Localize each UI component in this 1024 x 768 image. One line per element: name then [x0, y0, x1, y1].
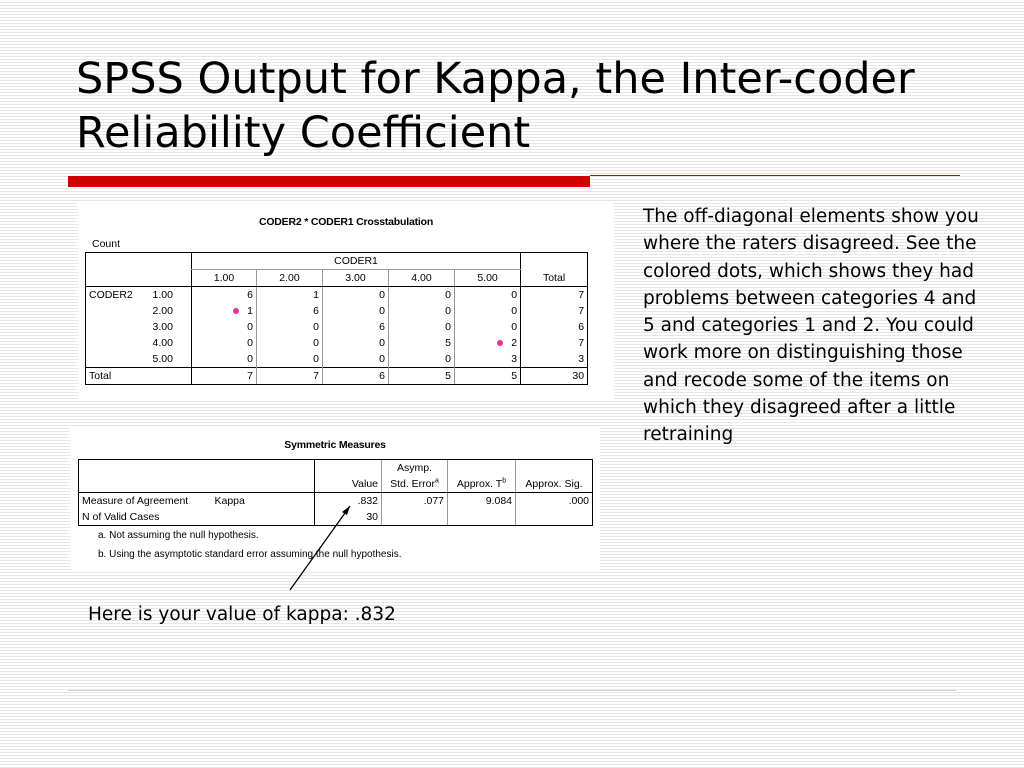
empty-cell	[448, 509, 516, 526]
footnote-text: Not assuming the null hypothesis.	[109, 530, 259, 541]
crosstab-cell	[192, 287, 257, 304]
crosstab-table	[85, 252, 588, 385]
crosstab-cell-value: 0	[313, 337, 319, 349]
kappa-approx-sig: .000	[516, 493, 593, 510]
crosstab-cell	[455, 351, 521, 368]
arrow-icon	[280, 500, 360, 595]
crosstab-cell-value: 0	[511, 305, 518, 317]
crosstab-cell	[323, 335, 389, 351]
crosstab-cell-value: 0	[511, 289, 518, 301]
crosstab-row-group	[86, 351, 150, 368]
crosstab-count-label: Count	[92, 238, 121, 250]
kappa-approx-t: 9.084	[448, 493, 516, 510]
symmetric-se-header-text: Std. Error	[390, 478, 436, 490]
crosstab-header-row-1	[86, 253, 588, 270]
crosstab-total-label: Total	[86, 368, 192, 385]
kappa-std-error: .077	[382, 493, 448, 510]
table-row	[86, 287, 588, 304]
footnote-text: Using the asymptotic standard error assuming the null hypothesis.	[109, 549, 402, 560]
symmetric-row-label: Measure of Agreement	[79, 493, 212, 510]
crosstab-row-total: 7	[521, 303, 588, 319]
symmetric-row-sublabel: Kappa	[214, 495, 245, 507]
crosstab-row-total: 6	[521, 319, 588, 335]
crosstab-col-header: 2.00	[257, 270, 323, 287]
crosstab-cell-value: 0	[445, 305, 451, 317]
crosstab-cell	[389, 303, 455, 319]
crosstab-col-header: 3.00	[323, 270, 389, 287]
footnote-marker-a: a	[435, 477, 439, 485]
crosstab-row-total: 7	[521, 287, 588, 304]
explanation-text: The off-diagonal elements show you where the raters disagreed. See the colored dots, which shows they had problems between categories 4 and 5 and categories 1 and 2. You could work more on distinguishing those and recode some of the items on which they disagreed after a little retraining	[643, 206, 979, 446]
crosstab-cell	[323, 351, 389, 368]
crosstab-cell-value: 0	[247, 337, 253, 349]
crosstab-row-label: 1.00	[152, 289, 173, 301]
crosstab-cell-value: 3	[511, 353, 518, 365]
crosstab-cell	[389, 351, 455, 368]
crosstab-row-group	[86, 335, 150, 351]
footnote-mark: a.	[98, 530, 107, 541]
crosstab-cell-value: 0	[247, 353, 253, 365]
title-underline-bar	[68, 176, 590, 187]
crosstab-cell	[192, 319, 257, 335]
crosstab-cell	[192, 303, 257, 319]
crosstab-cell-value: 0	[379, 289, 385, 301]
crosstab-row-total: 3	[521, 351, 588, 368]
footnote-marker-b: b	[502, 477, 507, 485]
crosstab-row-label: 3.00	[152, 321, 173, 333]
crosstab-cell	[257, 351, 323, 368]
arrow-line	[290, 506, 350, 590]
table-row	[86, 351, 588, 368]
symmetric-t-header-top	[448, 460, 516, 477]
symmetric-se-header-line1: Asymp.	[382, 460, 448, 477]
crosstab-cell	[257, 319, 323, 335]
crosstab-cell	[323, 319, 389, 335]
crosstab-body	[86, 287, 588, 385]
symmetric-se-header	[382, 476, 448, 493]
kappa-callout: Here is your value of kappa: .832	[88, 604, 396, 625]
crosstab-cell-value: 6	[247, 289, 253, 301]
crosstab-cell-value: 0	[247, 321, 253, 333]
crosstab-corner-cell	[86, 253, 192, 287]
symmetric-value-header: Value	[315, 476, 382, 493]
crosstab-row-label: 2.00	[152, 305, 173, 317]
crosstab-cell-value: 1	[247, 305, 253, 317]
symmetric-measures-title: Symmetric Measures	[284, 439, 386, 451]
crosstab-grand-total: 30	[521, 368, 588, 385]
crosstab-col-header: 5.00	[455, 270, 521, 287]
crosstab-cell	[192, 351, 257, 368]
crosstab-total-row	[86, 368, 588, 385]
crosstab-col-header: 1.00	[192, 270, 257, 287]
crosstab-total-cell: 7	[257, 368, 323, 385]
crosstab-cell-value: 0	[379, 305, 385, 317]
crosstab-cell	[455, 287, 521, 304]
crosstab-cell	[323, 287, 389, 304]
crosstab-row-group	[86, 303, 150, 319]
crosstab-cell	[455, 319, 521, 335]
table-row	[86, 319, 588, 335]
crosstab-cell-value: 0	[379, 337, 385, 349]
crosstab-cell-value: 6	[313, 305, 319, 317]
symmetric-t-header	[448, 476, 516, 493]
crosstab-cell-value: 0	[445, 289, 451, 301]
n-valid-cases-value: 30	[315, 509, 382, 526]
crosstab-total-cell: 7	[192, 368, 257, 385]
crosstab-total-cell: 5	[455, 368, 521, 385]
slide-title: SPSS Output for Kappa, the Inter-coder Reliability Coefficient	[76, 54, 915, 158]
symmetric-header-row-1	[79, 460, 593, 477]
crosstab-cell	[389, 287, 455, 304]
symmetric-value-header-top	[315, 460, 382, 477]
crosstab-cell	[389, 319, 455, 335]
arrow-head	[342, 506, 350, 515]
crosstab-cell	[192, 335, 257, 351]
crosstab-cell-value: 2	[511, 337, 518, 349]
empty-cell	[516, 509, 593, 526]
symmetric-n-label: N of Valid Cases	[79, 509, 315, 526]
crosstab-cell-value: 6	[379, 321, 385, 333]
crosstab-cell-value: 0	[445, 353, 451, 365]
crosstab-cell	[389, 335, 455, 351]
crosstab-cell-value: 0	[445, 321, 451, 333]
footnote-a	[98, 530, 259, 541]
crosstab-cell-value: 1	[313, 289, 319, 301]
crosstab-cell	[257, 287, 323, 304]
title-underline-line	[590, 175, 960, 176]
crosstab-total-header-top	[521, 253, 588, 270]
crosstab-cell-value: 0	[313, 353, 319, 365]
crosstab-cell	[257, 303, 323, 319]
crosstab-row-group: CODER2	[86, 287, 150, 304]
disagreement-dot-icon	[233, 308, 239, 314]
crosstab-total-header: Total	[521, 270, 588, 287]
crosstab-row-group	[86, 319, 150, 335]
symmetric-t-header-text: Approx. T	[456, 478, 503, 490]
symmetric-corner-cell	[79, 460, 315, 493]
symmetric-sig-header-top	[516, 460, 593, 477]
crosstab-cell-value: 0	[379, 353, 385, 365]
footnote-mark: b.	[98, 549, 107, 560]
kappa-value: .832	[315, 493, 382, 510]
crosstab-title: CODER2 * CODER1 Crosstabulation	[258, 216, 434, 228]
crosstab-total-cell: 6	[323, 368, 389, 385]
crosstab-row-total: 7	[521, 335, 588, 351]
table-row	[86, 303, 588, 319]
crosstab-cell-value: 0	[313, 321, 319, 333]
disagreement-dot-icon	[497, 340, 503, 346]
footer-divider	[68, 690, 956, 691]
crosstab-cell	[455, 335, 521, 351]
crosstab-panel	[78, 202, 614, 400]
crosstab-row-label: 5.00	[152, 353, 173, 365]
crosstab-col-header: 4.00	[389, 270, 455, 287]
symmetric-sig-header: Approx. Sig.	[516, 476, 593, 493]
table-row	[86, 335, 588, 351]
crosstab-col-group: CODER1	[192, 253, 521, 270]
empty-cell	[382, 509, 448, 526]
crosstab-cell	[257, 335, 323, 351]
crosstab-cell-value: 5	[445, 337, 451, 349]
crosstab-row-label: 4.00	[152, 337, 173, 349]
crosstab-cell-value: 0	[511, 321, 518, 333]
crosstab-cell	[323, 303, 389, 319]
crosstab-total-cell: 5	[389, 368, 455, 385]
crosstab-cell	[455, 303, 521, 319]
